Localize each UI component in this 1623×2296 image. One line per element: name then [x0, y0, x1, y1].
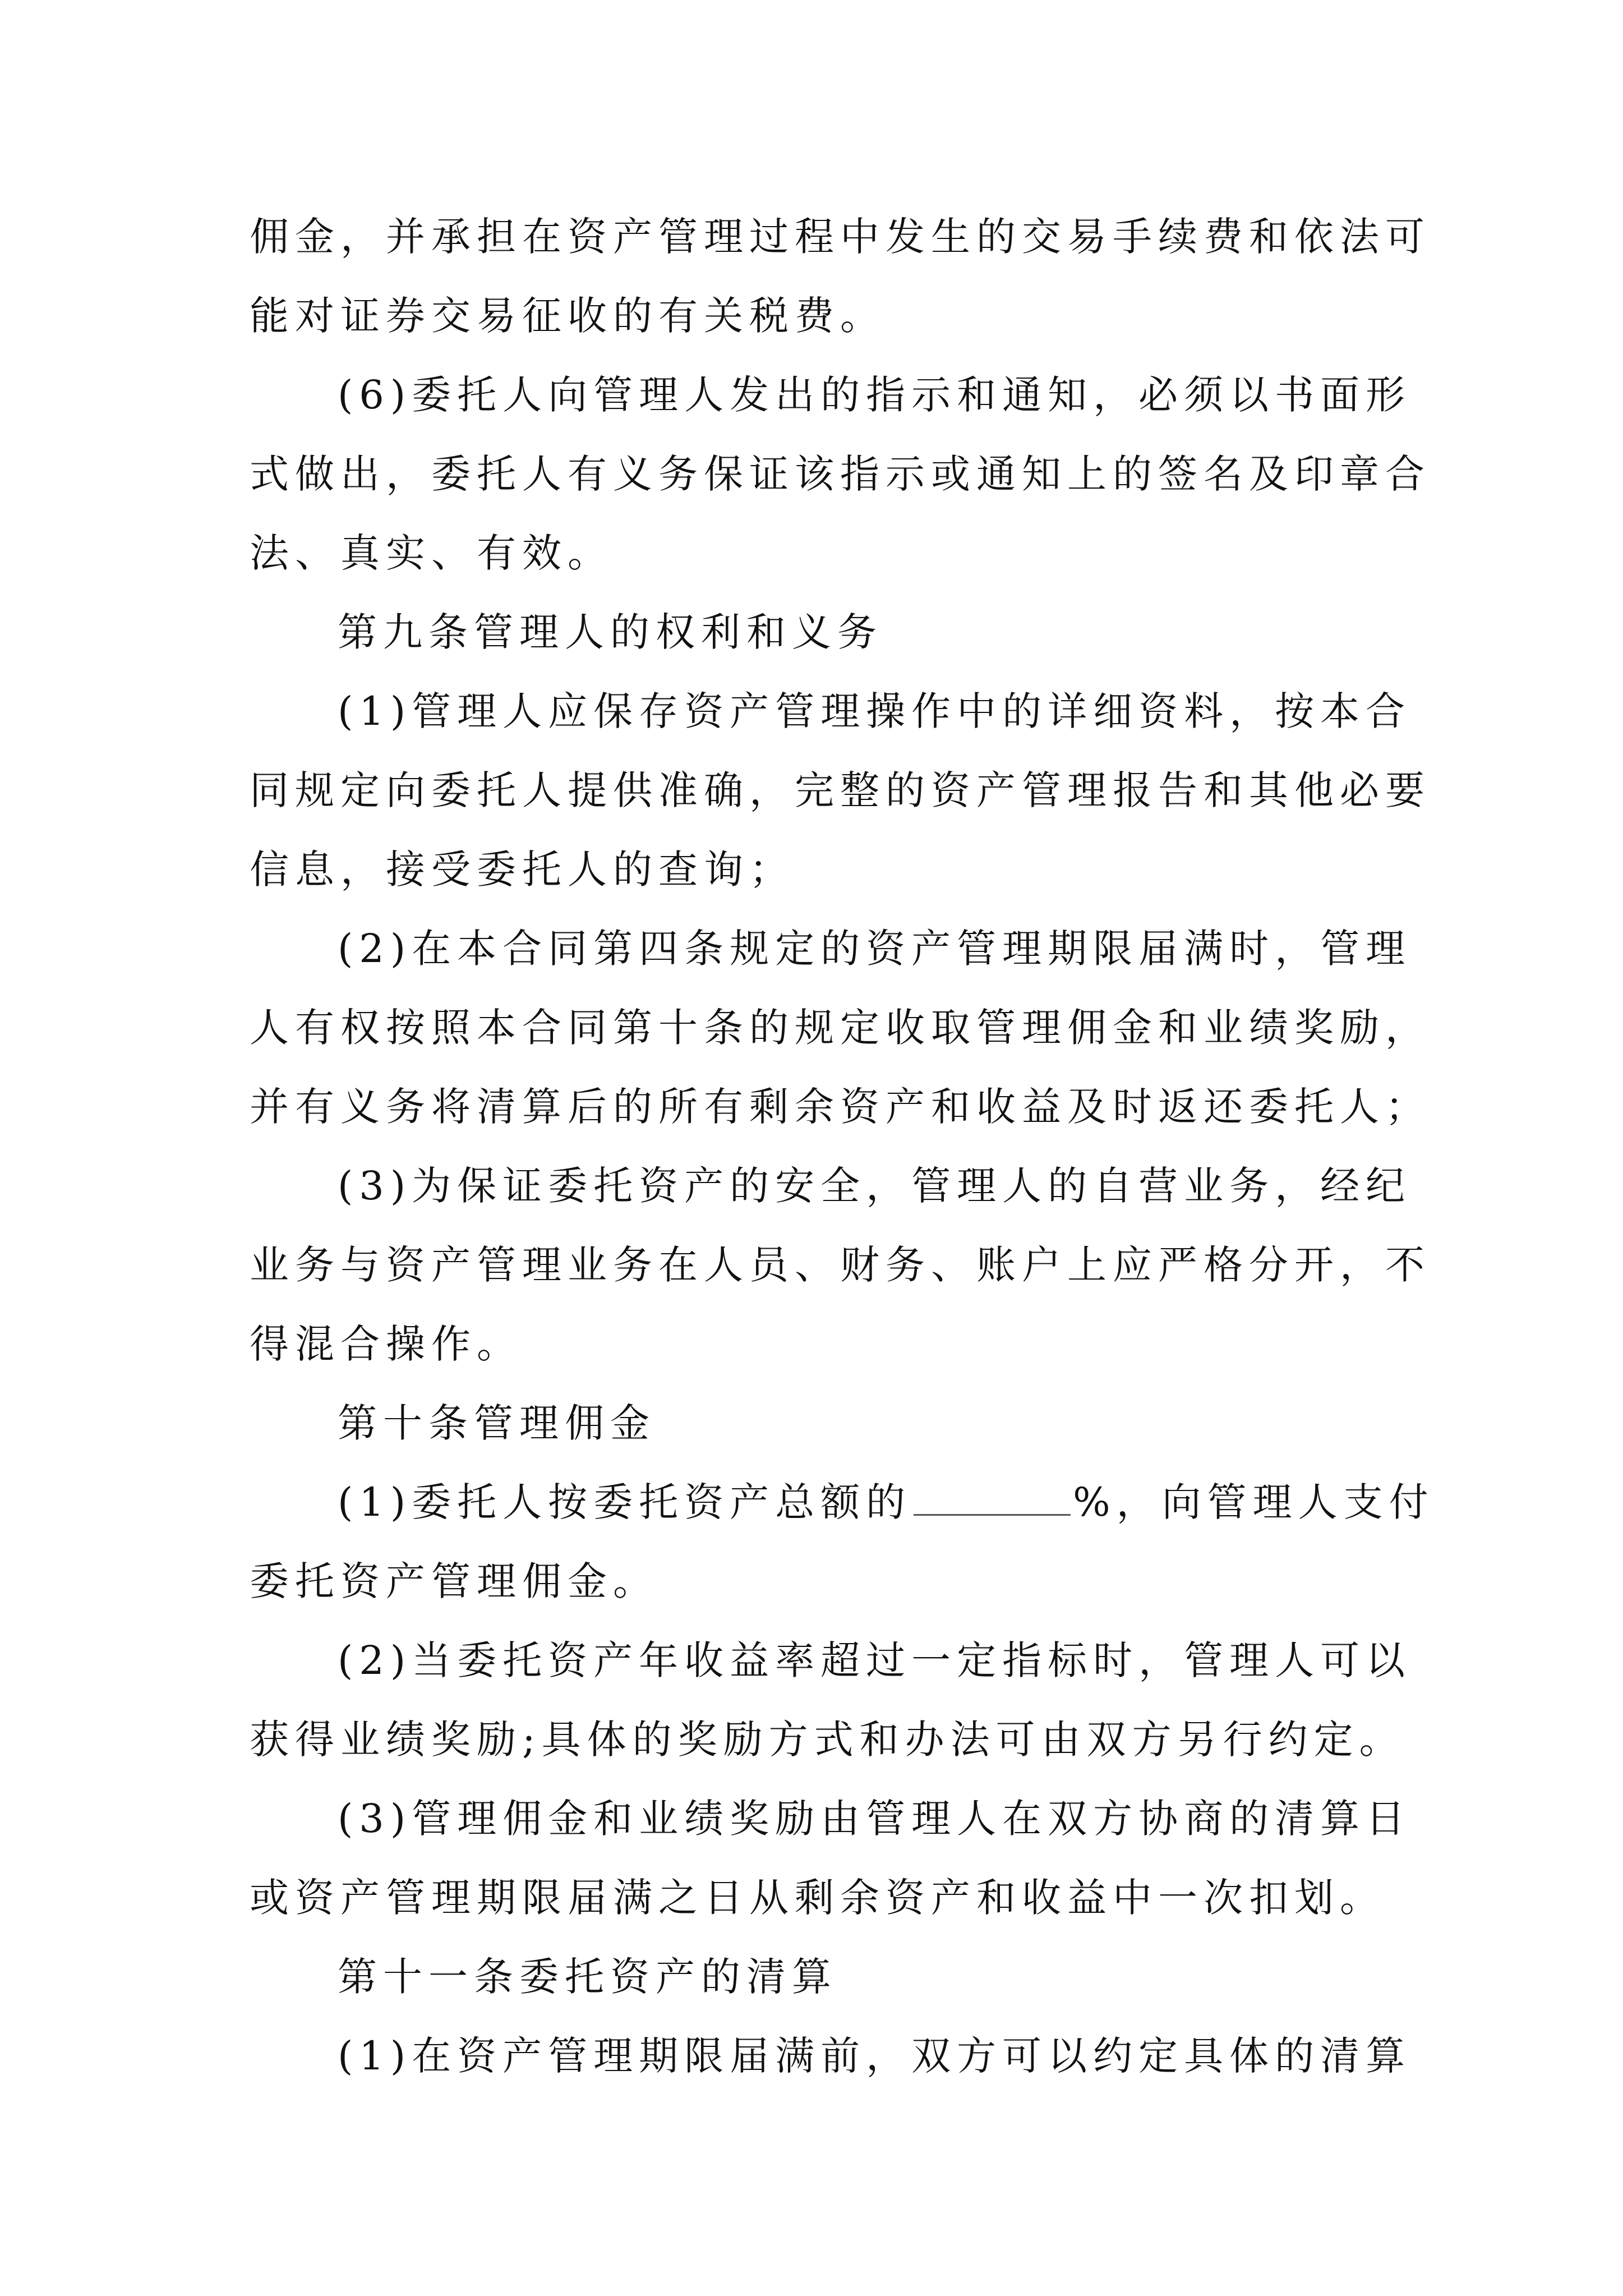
text-line	[338, 1475, 1435, 1529]
text-line: 式做出，委托人有义务保证该指示或通知上的签名及印章合	[250, 451, 1431, 497]
text-line: 信息，接受委托人的查询；	[250, 846, 795, 892]
text-segment: (1)委托人按委托资产总额的	[338, 1479, 912, 1525]
fill-in-blank	[914, 1480, 1071, 1516]
text-line: (2)当委托资产年收益率超过一定指标时，管理人可以	[338, 1637, 1412, 1683]
text-line: (1)在资产管理期限届满前，双方可以约定具体的清算	[338, 2033, 1412, 2079]
section-heading: 第十一条委托资产的清算	[338, 1954, 837, 2000]
text-line: 委托资产管理佣金。	[250, 1558, 658, 1604]
text-line: 同规定向委托人提供准确，完整的资产管理报告和其他必要	[250, 767, 1431, 813]
text-line: 法、真实、有效。	[250, 530, 613, 576]
text-segment: %，向管理人支付	[1073, 1479, 1435, 1525]
text-line: (1)管理人应保存资产管理操作中的详细资料，按本合	[338, 688, 1412, 734]
text-line: (3)管理佣金和业绩奖励由管理人在双方协商的清算日	[338, 1796, 1412, 1842]
text-line: 佣金，并承担在资产管理过程中发生的交易手续费和依法可	[250, 214, 1431, 260]
text-line: 获得业绩奖励;具体的奖励方式和办法可由双方另行约定。	[250, 1717, 1405, 1763]
text-line: 人有权按照本合同第十条的规定收取管理佣金和业绩奖励，	[250, 1005, 1431, 1051]
text-line: 业务与资产管理业务在人员、财务、账户上应严格分开，不	[250, 1242, 1431, 1288]
text-line: 得混合操作。	[250, 1321, 522, 1367]
text-line: (2)在本合同第四条规定的资产管理期限届满时，管理	[338, 926, 1412, 972]
text-line: 能对证券交易征收的有关税费。	[250, 293, 886, 339]
section-heading: 第十条管理佣金	[338, 1400, 656, 1446]
text-line: (6)委托人向管理人发出的指示和通知，必须以书面形	[338, 372, 1412, 418]
text-line: 并有义务将清算后的所有剩余资产和收益及时返还委托人；	[250, 1084, 1431, 1130]
text-line: 或资产管理期限届满之日从剩余资产和收益中一次扣划。	[250, 1875, 1385, 1921]
section-heading: 第九条管理人的权利和义务	[338, 609, 883, 655]
text-line: (3)为保证委托资产的安全，管理人的自营业务，经纪	[338, 1163, 1412, 1209]
